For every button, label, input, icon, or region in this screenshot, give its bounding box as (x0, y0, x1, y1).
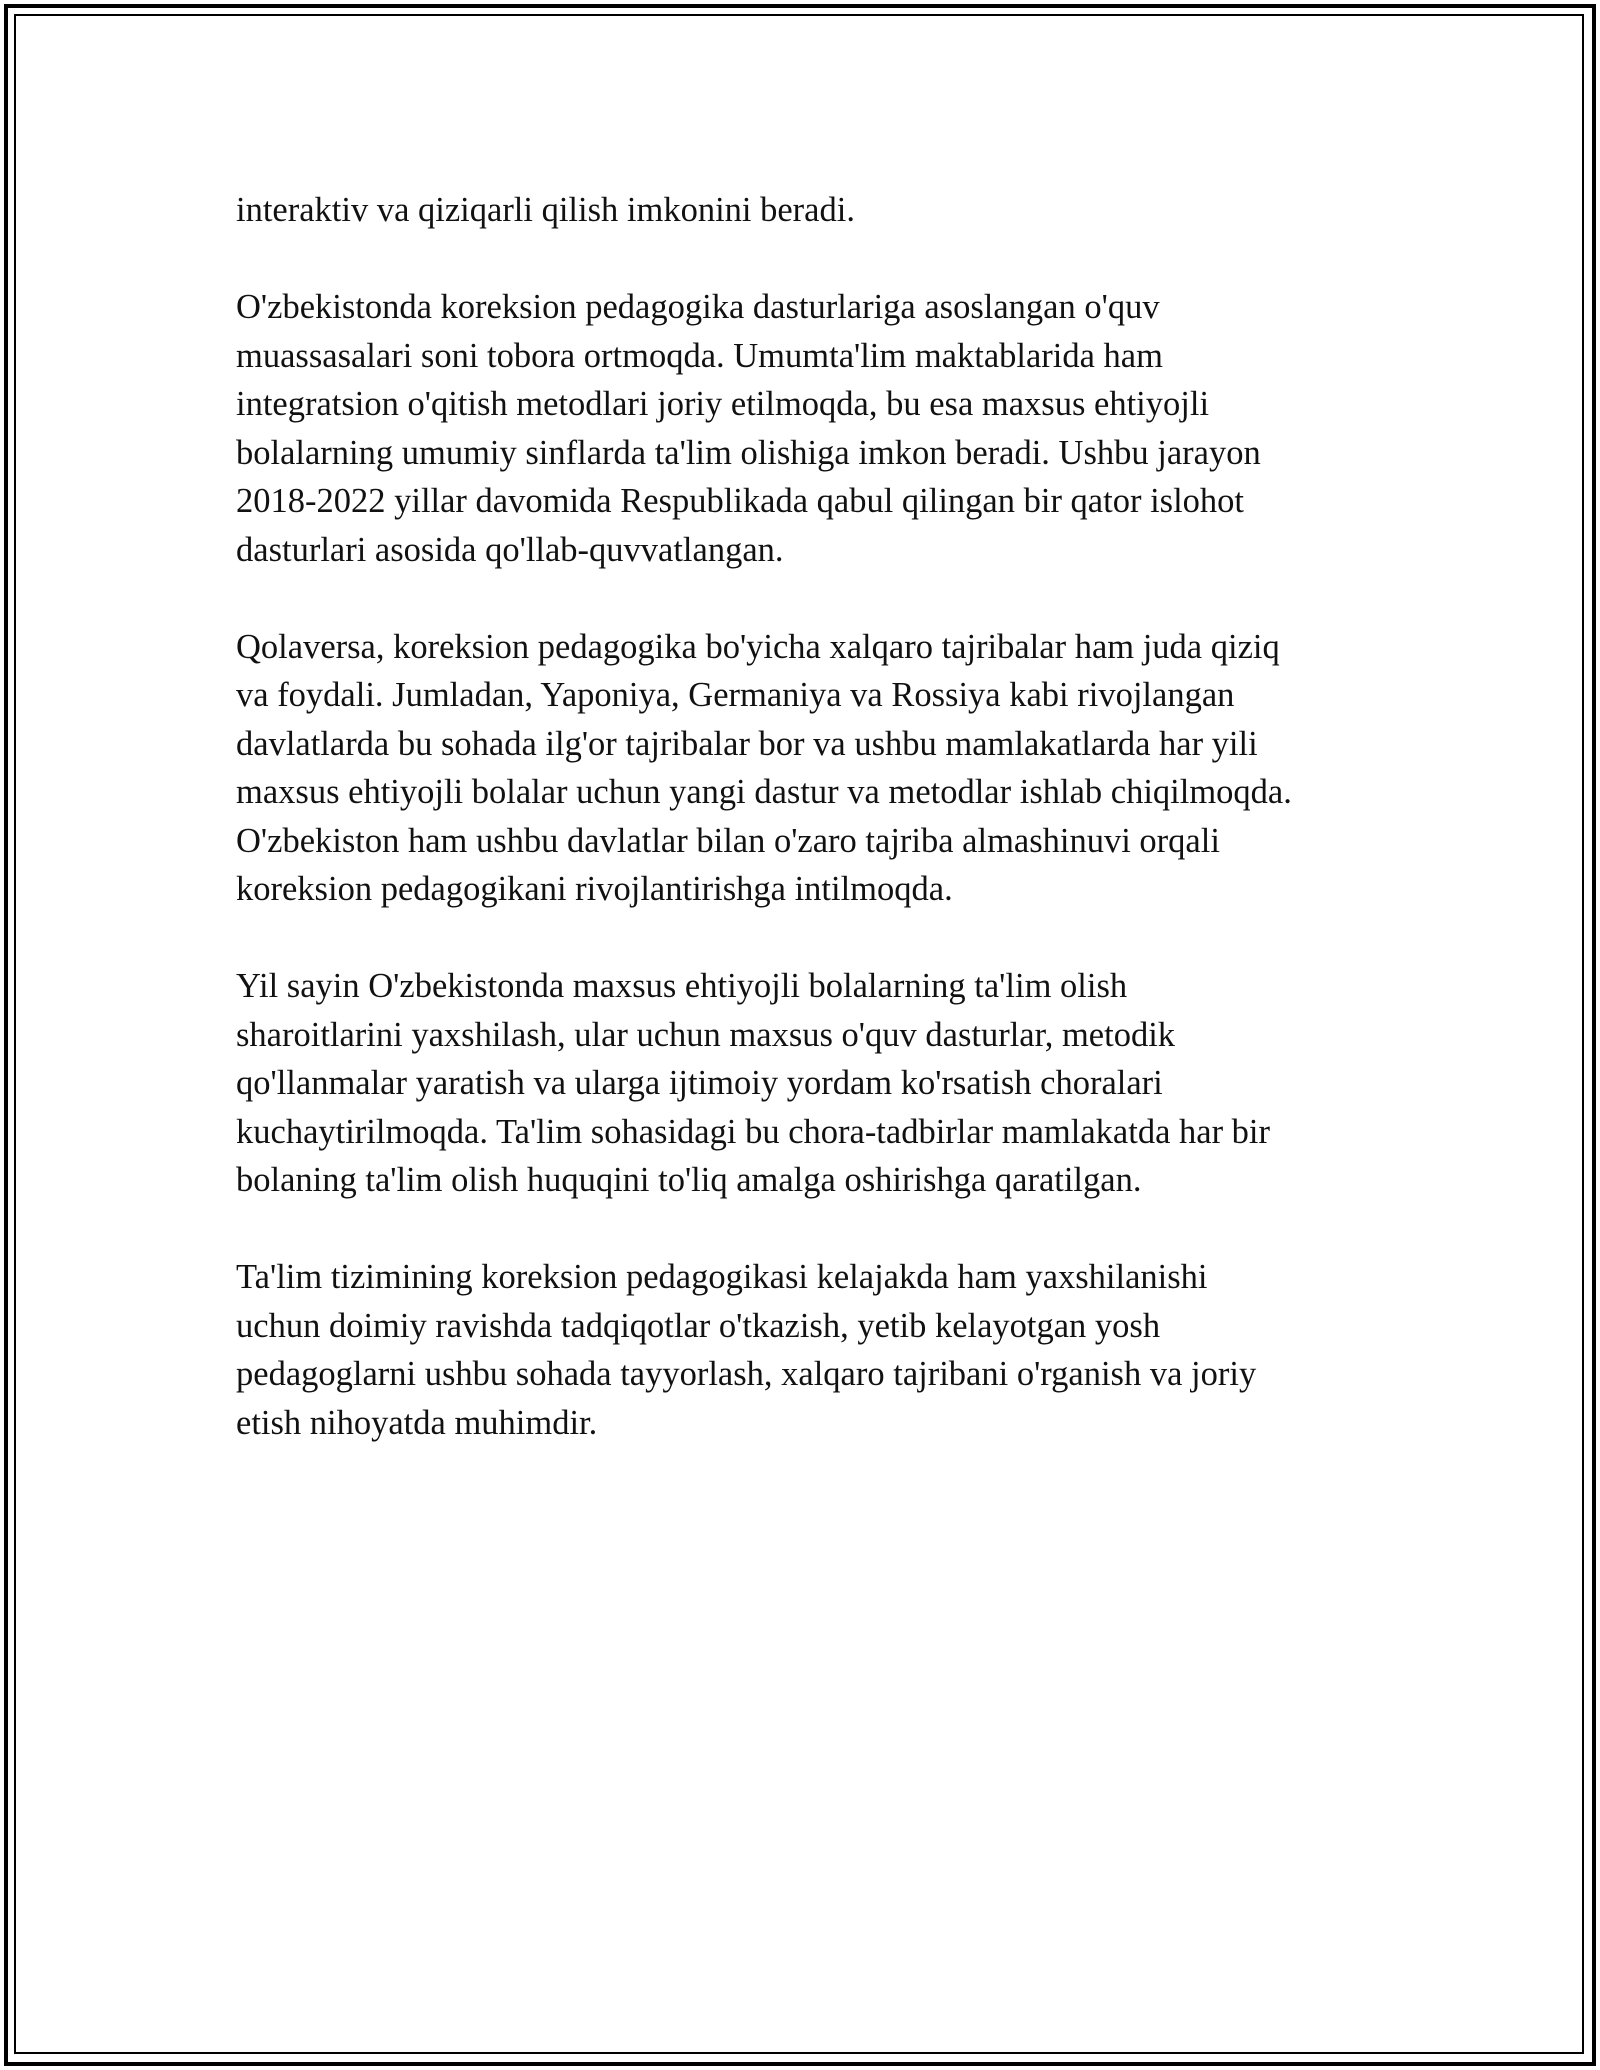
paragraph-4: Yil sayin O'zbekistonda maxsus ehtiyojli bolalarning ta'lim olish sharoitlarini yaxshilash, ular uchun maxsus o'quv dasturlar, metodik qo'llanmalar yaratish va ularga ijtimoiy yordam ko'rsatish choralari kuchaytirilmoqda. Ta'lim sohasidagi bu chora-tadbirlar mamlakatda har bir bolaning ta'lim olish huquqini to'liq amalga oshirishga qaratilgan. (236, 967, 1271, 1199)
paragraph-5: Ta'lim tizimining koreksion pedagogikasi kelajakda ham yaxshilanishi uchun doimiy ravishda tadqiqotlar o'tkazish, yetib kelayotgan yosh pedagoglarni ushbu sohada tayyorlash, xalqaro tajribani o'rganish va joriy etish nihoyatda muhimdir. (236, 1258, 1257, 1442)
paragraph-2: O'zbekistonda koreksion pedagogika dasturlariga asoslangan o'quv muassasalari soni tobora ortmoqda. Umumta'lim maktablarida ham integratsion o'qitish metodlari joriy etilmoqda, bu esa maxsus ehtiyojli bolalarning umumiy sinflarda ta'lim olishiga imkon beradi. Ushbu jarayon 2018-2022 yillar davomida Respublikada qabul qilingan bir qator islohot dasturlari asosida qo'llab-quvvatlangan. (236, 288, 1261, 569)
document-body (236, 186, 1366, 1496)
paragraph-3: Qolaversa, koreksion pedagogika bo'yicha xalqaro tajribalar ham juda qiziq va foydali. Jumladan, Yaponiya, Germaniya va Rossiya kabi rivojlangan davlatlarda bu sohada ilg'or tajribalar bor va ushbu mamlakatlarda har yili maxsus ehtiyojli bolalar uchun yangi dastur va metodlar ishlab chiqilmoqda. O'zbekiston ham ushbu davlatlar bilan o'zaro tajriba almashinuvi orqali koreksion pedagogikani rivojlantirishga intilmoqda. (236, 627, 1292, 908)
paragraph-1: interaktiv va qiziqarli qilish imkonini beradi. (236, 191, 855, 229)
